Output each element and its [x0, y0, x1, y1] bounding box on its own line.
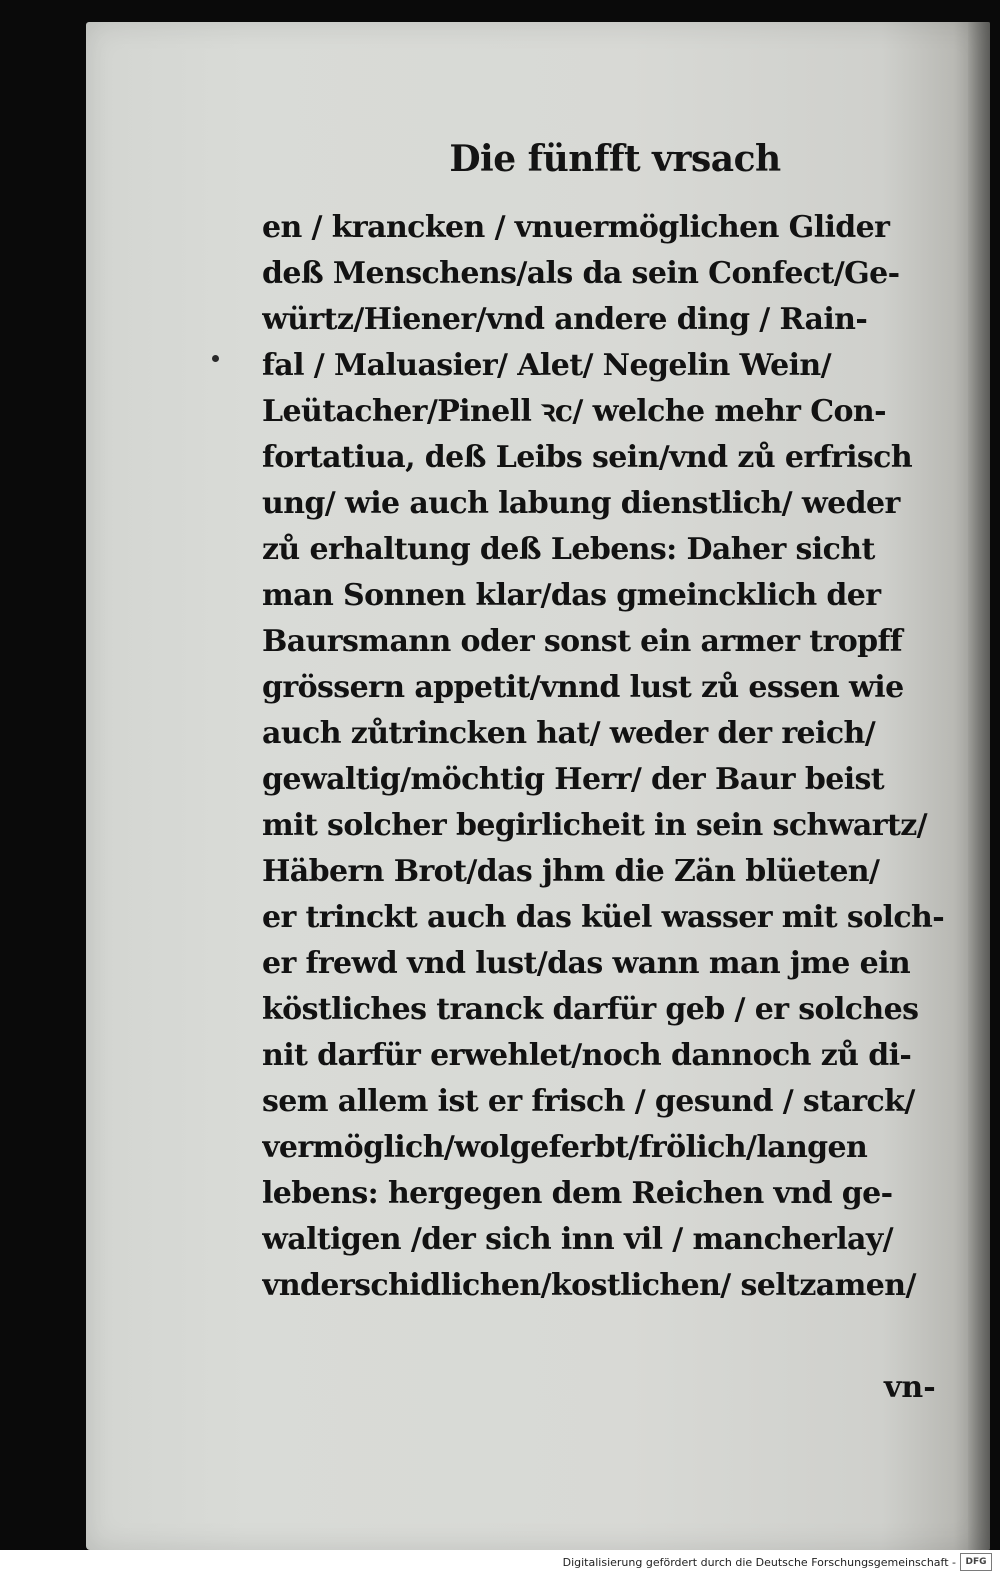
text-line: fal / Maluasier/ Alet/ Negelin Wein/: [262, 348, 831, 383]
text-line: vnderschidlichen/kostlichen/ seltzamen/: [262, 1268, 916, 1303]
text-line: ung/ wie auch labung dienstlich/ weder: [262, 486, 900, 521]
text-line: zů erhaltung deß Lebens: Daher sicht: [262, 532, 875, 567]
text-line: gewaltig/möchtig Herr/ der Baur beist: [262, 762, 885, 797]
text-line: fortatiua, deß Leibs sein/vnd zů erfrisch: [262, 440, 913, 475]
text-line: grössern appetit/vnnd lust zů essen wie: [262, 670, 904, 705]
ink-spot: [212, 355, 219, 362]
running-header: Die fünfft vrsach: [449, 138, 781, 180]
text-line: Baursmann oder sonst ein armer tropff: [262, 624, 903, 659]
text-line: er trinckt auch das küel wasser mit solch-: [262, 900, 945, 935]
body-text: [262, 205, 962, 1309]
text-line: mit solcher begirlicheit in sein schwartz/: [262, 808, 928, 843]
page-edge-shadow: [968, 22, 990, 1550]
text-line: nit darfür erwehlet/noch dannoch zů di-: [262, 1038, 912, 1073]
catchword: vn-: [884, 1370, 936, 1405]
dfg-logo: DFG: [960, 1553, 992, 1571]
text-line: auch zůtrincken hat/ weder der reich/: [262, 716, 876, 751]
text-line: lebens: hergegen dem Reichen vnd ge-: [262, 1176, 893, 1211]
text-line: würtz/Hiener/vnd andere ding / Rain-: [262, 302, 868, 337]
text-line: waltigen /der sich inn vil / mancherlay/: [262, 1222, 894, 1257]
text-line: deß Menschens/als da sein Confect/Ge-: [262, 256, 900, 291]
text-line: vermöglich/wolgeferbt/frölich/langen: [262, 1130, 868, 1165]
text-line: Leütacher/Pinell ꝛc/ welche mehr Con-: [262, 394, 886, 429]
funding-note: Digitalisierung gefördert durch die Deutsche Forschungsgemeinschaft -: [562, 1556, 956, 1569]
text-line: man Sonnen klar/das gmeincklich der: [262, 578, 881, 613]
text-line: köstliches tranck darfür geb / er solches: [262, 992, 919, 1027]
text-line: er frewd vnd lust/das wann man jme ein: [262, 946, 911, 981]
text-line: en / krancken / vnuermöglichen Glider: [262, 210, 890, 245]
text-line: sem allem ist er frisch / gesund / starck/: [262, 1084, 915, 1119]
text-line: Häbern Brot/das jhm die Zän blüeten/: [262, 854, 880, 889]
